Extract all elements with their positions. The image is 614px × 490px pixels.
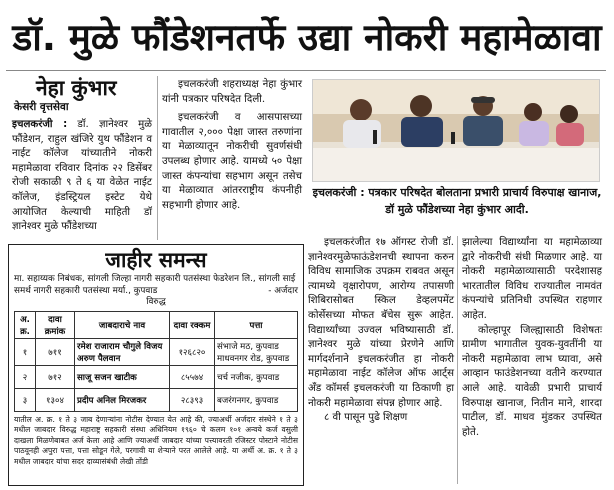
row-respondent: साजू सजन खाटीक: [75, 365, 170, 388]
article-column-2-para-1: इचलकरंजी शहराध्यक्ष नेहा कुंभार यांनी पत्रकार परिषदेत दिली.: [162, 79, 302, 105]
header-address: पत्ता: [215, 311, 298, 338]
public-summons-notice: [8, 244, 304, 486]
article-column-4-para-2: कोल्हापूर जिल्ह्यासाठी विशेषतः ग्रामीण भागातील युवक-युवतींनी या नोकरी महामेळावा लाभ घ्यावा, असे आव्हान फाउंडेशनच्या वतीने करण्यात आले आहे. यावेळी प्रभारी प्राचार्य विरुपाक्ष खानाज, नितीन माने, शारदा पाटील, डॉ. माधव मुंडकर उपस्थित होते.: [462, 324, 602, 438]
header-serial: अ. क्र.: [15, 311, 36, 338]
header-respondent: जाबदाराचे नाव: [75, 311, 170, 338]
row-address: चर्च नजीक, कुपवाड: [215, 365, 298, 388]
article-column-2-para-2: इचलकरंजी व आसपासच्या गावातील २,००० पेक्षा जास्त तरुणांना या मेळाव्यातून नोकरीची सुवर्णसंधी उपलब्ध होणार आहे. यामध्ये ५० पेक्षा जास्त कंपन्यांचा सहभाग असून तसेच या मेळाव्यात आंतरराष्ट्रीय कंपनीही सहभागी होणार आहे.: [162, 112, 302, 211]
column-divider: [157, 76, 158, 240]
article-column-1: [12, 118, 152, 235]
notice-table: [14, 311, 298, 412]
article-dateline: इचलकरंजी :: [12, 119, 68, 130]
row-address: संभाजे मठ, कुपवाड माधवनगर रोड, कुपवाड: [215, 338, 298, 365]
notice-table-header: [15, 311, 298, 338]
row-respondent: रमेश राजाराम चौगुले विजय अरुण पैलवान: [75, 338, 170, 365]
notice-applicant-label: - अर्जदार: [268, 285, 298, 296]
row-serial: ३: [15, 388, 36, 411]
notice-title: जाहीर समन्स: [105, 248, 207, 272]
page-headline: [0, 0, 614, 70]
photo-caption-dateline: इचलकरंजी :: [312, 186, 365, 199]
notice-intro: [9, 273, 303, 309]
article-column-3-para-2: ८ वी पासून पुढे शिक्षण: [324, 412, 408, 424]
photo-caption: [312, 184, 602, 218]
row-respondent: प्रदीप अनिल मिरजकर: [75, 388, 170, 411]
row-amount: १२६८२०: [170, 338, 215, 365]
row-claim-no: १३०४: [36, 388, 75, 411]
row-address: बजरंगनगर, कुपवाड: [215, 388, 298, 411]
article-column-3-para-1: इचलकरंजीत १७ ऑगस्ट रोजी डॉ. ज्ञानेश्वरमुळेफाऊंडेशनची स्थापना करुन विविध सामाजिक उपक्रम राबवत असून त्यामध्ये वृक्षारोपण, आरोग्य तपासणी शिबिरासोबत स्किल डेव्हलपमेंट कोर्सेसच्या मोफत बॅचेस सुरू आहेत. विद्यार्थ्यांच्या उज्वल भविष्यासाठी डॉ. ज्ञानेश्वर मुळे यांच्या प्रेरणेने आणि मार्गदर्शनाने इचलकरंजीत हा नोकरी महामेळावा नाईट कॉलेज ऑफ आर्ट्स अँड कॉमर्स इचलकरंजी या ठिकाणी हा नोकरी महामेळावा संपन्न होणार आहे.: [308, 237, 454, 409]
headline-divider: [6, 70, 606, 71]
header-amount: दावा रक्कम: [170, 311, 215, 338]
column-divider: [457, 236, 458, 484]
press-conference-photo: [312, 79, 600, 182]
row-amount: २८३९३: [170, 388, 215, 411]
article-column-4-para-1: झालेल्या विद्यार्थ्यांना या महामेळाव्या द्वारे नोकरीची संधी मिळणार आहे. या नोकरी महामेळाव्यासाठी परदेशासह भारतातील विविध राज्यातील नामवंत कंपन्यांचे प्रतिनिधी उपस्थित राहणार आहेत.: [462, 237, 602, 321]
notice-intro-text: मा. सहाय्यक निबंधक, सांगली जिल्हा नागरी सहकारी पतसंस्था फेडरेशन लि., सांगली साई समर्थ नागरी सहकारी पतसंस्था मर्या., कुपवाड: [14, 274, 296, 296]
byline-name: नेहा कुंभार: [36, 75, 117, 100]
row-amount: ८५५७४: [170, 365, 215, 388]
row-claim-no: ७११: [36, 338, 75, 365]
notice-footer-text: यातील अ. क्र. १ ते ३ जाब देणाऱ्यांना नोटीस देण्यात येत आहे की, ज्याअर्थी अर्जदार संस्थेने १ ते ३ मधील जाबदार विरुद्ध महाराष्ट्र सहकारी संस्था अधिनियम १९६० चे कलम १०१ अन्वये कर्ज वसुली दाखला मिळणेबाबत अर्ज केला आहे आणि ज्याअर्थी जाबदार यांच्या पत्त्यावरती रजिस्टर पोस्टाने नोटीस पाठवूनही अपुरा पत्ता, पत्ता सोडून गेले, परगावी या शेऱ्याने परत आलेले आहे. या अर्थी अ. क्र. १ ते ३ मधील जाबदार यांचा सदर दाव्यासंबंधी लेखी तोंडी: [14, 414, 298, 466]
headline-text: डॉ. मुळे फौंडेशनतर्फे उद्या नोकरी महामेळावा: [12, 15, 602, 59]
row-claim-no: ७१२: [36, 365, 75, 388]
header-claim-no: दावा क्रमांक: [36, 311, 75, 338]
row-serial: १: [15, 338, 36, 365]
photo-caption-text: पत्रकार परिषदेत बोलताना प्रभारी प्राचार्य विरुपाक्ष खानाज, डॉ मुळे फौंडेशच्या नेहा कुंभार आदी.: [364, 186, 602, 216]
table-row: [15, 338, 298, 365]
article-column-1-text: डॉ. ज्ञानेश्वर मुळे फौंडेशन, राहुल खंजिरे युथ फौंडेशन व नाईट कॉलेज यांच्यातीने नोकरी महामेळावा रविवार दिनांक २२ डिसेंबर रोजी सकाळी ९ ते ६ या वेळेत नाईट कॉलेज, इंडस्ट्रियल इस्टेट येथे आयोजित केल्याची माहिती डॉ ज्ञानेश्वर मुळे फौंडेशच्या: [12, 119, 152, 233]
table-row: [15, 388, 298, 411]
article-column-2: [162, 78, 302, 213]
article-column-3: [308, 236, 454, 426]
article-column-4: [462, 236, 602, 440]
byline-source: केसरी वृत्तसेवा: [14, 101, 69, 113]
press-conference-illustration: [313, 80, 599, 181]
table-row: [15, 365, 298, 388]
row-serial: २: [15, 365, 36, 388]
notice-against-label: विरुद्ध: [146, 297, 166, 307]
